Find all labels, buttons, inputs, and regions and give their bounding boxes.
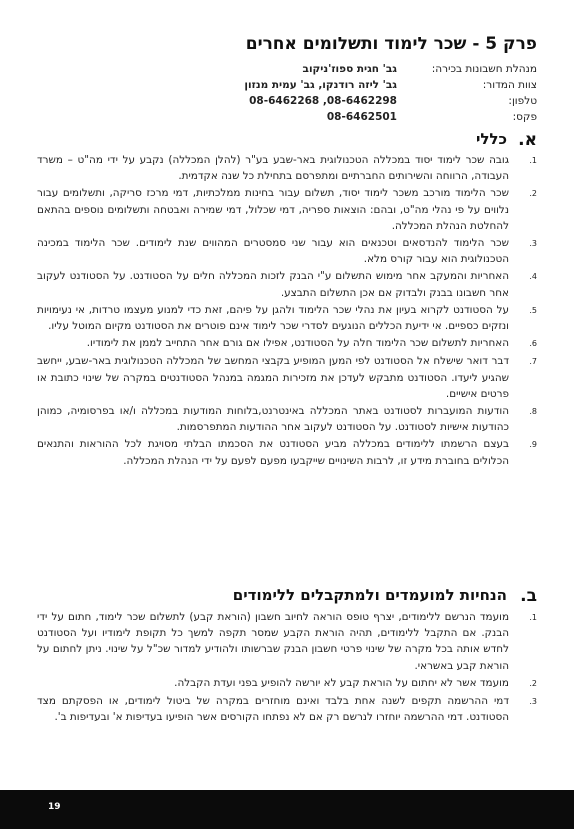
contact-value: גב' ליזה רודנקו, גב' עמית מנזון [244, 79, 397, 91]
footer-bar [0, 790, 574, 829]
contact-row-accountant [40, 61, 537, 77]
item-text: מועמד אשר לא יחתום על הוראת קבע לא יורשה להופיע בפני ועדת הקבלה. [174, 676, 509, 689]
contact-label: מנהלת חשבונות בכירה: [431, 63, 537, 75]
list-item [37, 353, 537, 402]
list-item [37, 436, 537, 468]
section-b-list [37, 609, 537, 726]
item-text: האחריות והמעקב אחר מימוש התשלום ע"י הבנק לזכות המכללה חלים על הסטודנט. על הסטודנט לעקוב אחר חשבונו בבנק ולבדוק אם אכן התשלום התבצע. [37, 270, 509, 299]
contact-label: צוות המדור: [482, 79, 537, 91]
chapter-title: פרק 5 - שכר לימוד ותשלומים אחרים [245, 34, 537, 54]
section-a-heading [476, 130, 537, 150]
list-item [37, 335, 537, 352]
contact-row-team [40, 77, 537, 93]
item-text: בעצם הרשמתו ללימודים במכללה מביע הסטודנט את הסכמתו הבלתי מסויגת לכל ההוראות והתנאים הכלולים בחוברת מידע זו, לרבות השינויים שייקבעו מפעם לפעם על ידי הנהלת המכללה. [37, 438, 509, 467]
item-number: 8. [529, 407, 537, 417]
section-letter: א. [518, 130, 537, 150]
item-number: 3. [529, 697, 537, 707]
item-number: 3. [529, 239, 537, 249]
item-number: 2. [529, 189, 537, 199]
item-number: 9. [529, 440, 537, 450]
list-item [37, 403, 537, 435]
list-item [37, 675, 537, 692]
list-item [37, 302, 537, 334]
list-item [37, 693, 537, 725]
item-text: על הסטודנט לקרוא בעיון את נהלי שכר הלימוד ולהגן על פיהם, זאת כדי למנוע מעצמו טרדות, אי נעימויות ונזקים כספיים. אי ידיעת הכללים הנוגעים לסדרי שכר לימוד אינם פוטרים את הסטודנט מקיום המוטל עליו. [37, 303, 509, 333]
section-b-heading [233, 586, 537, 606]
section-letter: ב. [520, 586, 537, 606]
item-text: דמי ההרשמה תקפים לשנה אחת בלבד ואינם מוחזרים במקרה של ביטול לימודים, או הפסקתם מצד הסטודנט. דמי ההרשמה יוחזרו לנרשם רק אם לא נפתחו הקורסים אשר הופיעו בעדיפות א' ובעדיפות ב'. [37, 695, 509, 724]
list-item [37, 609, 537, 674]
contact-value: 08-6462501 [326, 111, 397, 123]
item-text: שכר הלימוד מורכב משכר לימוד יסוד, תשלום עבור בחינות ממלכתיות, דמי מרכז סריקה, ותשלומים עבור נלווים על פי נהלי מה"ט, ובהם: הוצאות ספריה, דמי שכלול, דמי שמירה ואבטחה ותשלומים נוספים בהתאם להחלטת הנהלת המכללה. [37, 187, 509, 232]
contact-row-fax [40, 109, 537, 125]
list-item [37, 152, 537, 184]
item-number: 6. [529, 339, 537, 349]
item-text: מועמד הנרשם ללימודים, יצרף טופס הוראה לחיוב חשבון (הוראת קבע) לתשלום שכר לימוד, חתום על ידי הבנק. אם התקבל ללימודים, תהיה הוראת הקבע שמסר תקפה למשך כל תקופת לימודיו ועל הסטודנט לחדש אותה בכל מקרה של שינוי פרטי חשבון הבנק שברשותו ולהודיע למדור שכ"ל על שינוי. ניתן לחתום על הוראת קבע באשראי. [37, 611, 509, 672]
item-text: דבר דואר שישלח אל הסטודנט לפי המען המופיע בקבצי המחשב של המכללה הטכנולוגית באר-שבע, ייחשב שהגיע ליעדו. הסטודנט מתבקש לעדכן את מזכירות המגמה במנהל הסטודנטים במקרה של שינוי כתובת או פרטים אישיים. [37, 355, 509, 400]
item-number: 1. [529, 613, 537, 622]
item-number: 1. [529, 156, 537, 165]
section-a-list [37, 152, 537, 470]
contact-value: 08-6462268 ,08-6462298 [249, 95, 397, 107]
item-number: 5. [529, 305, 537, 315]
section-title: כללי [475, 130, 507, 148]
section-title: הנחיות למועמדים ולמתקבלים ללימודים [232, 586, 507, 604]
list-item [37, 268, 537, 300]
item-number: 7. [529, 357, 537, 367]
contacts-block [40, 61, 537, 125]
item-text: גובה שכר לימוד יסוד במכללה הטכנולוגית באר-שבע בע"ר (להלן המכללה) נקבע על ידי מה"ט – משרד העבודה, הרווחה והשירותים החברתיים ומתפרסם בתחילת כל שנה אקדמית. [37, 154, 509, 183]
item-text: האחריות לתשלום שכר הלימוד חלה על הסטודנט, אפילו אם גורם אחר התחייב לממן את לימודיו. [86, 337, 509, 350]
page-number: 19 [48, 802, 61, 812]
contact-label: פקס: [512, 111, 537, 123]
item-number: 2. [529, 678, 537, 688]
list-item [37, 235, 537, 267]
list-item [37, 185, 537, 234]
item-number: 4. [529, 272, 537, 282]
contact-value: גב' חגית ספוז'ניקוב [302, 63, 397, 75]
contact-row-phone [40, 93, 537, 109]
contact-label: טלפון: [508, 95, 537, 107]
item-text: הודעות המועברות לסטודנט באתר המכללה באינטרנט,בלוחות המודעות במכללה ו/או בפרסומיה, כמוהן כהודעות אישיות לסטודנט. על הסטודנט לעקוב אחר ההודעות המתפרסמות. [37, 405, 509, 434]
item-text: שכר הלימוד להנדסאים וטכנאים הוא עבור שני סמסטרים המהווים שנת לימודים. שכר הלימוד במכינה הטכנולוגית הוא עבור קורס מלא. [37, 237, 509, 266]
